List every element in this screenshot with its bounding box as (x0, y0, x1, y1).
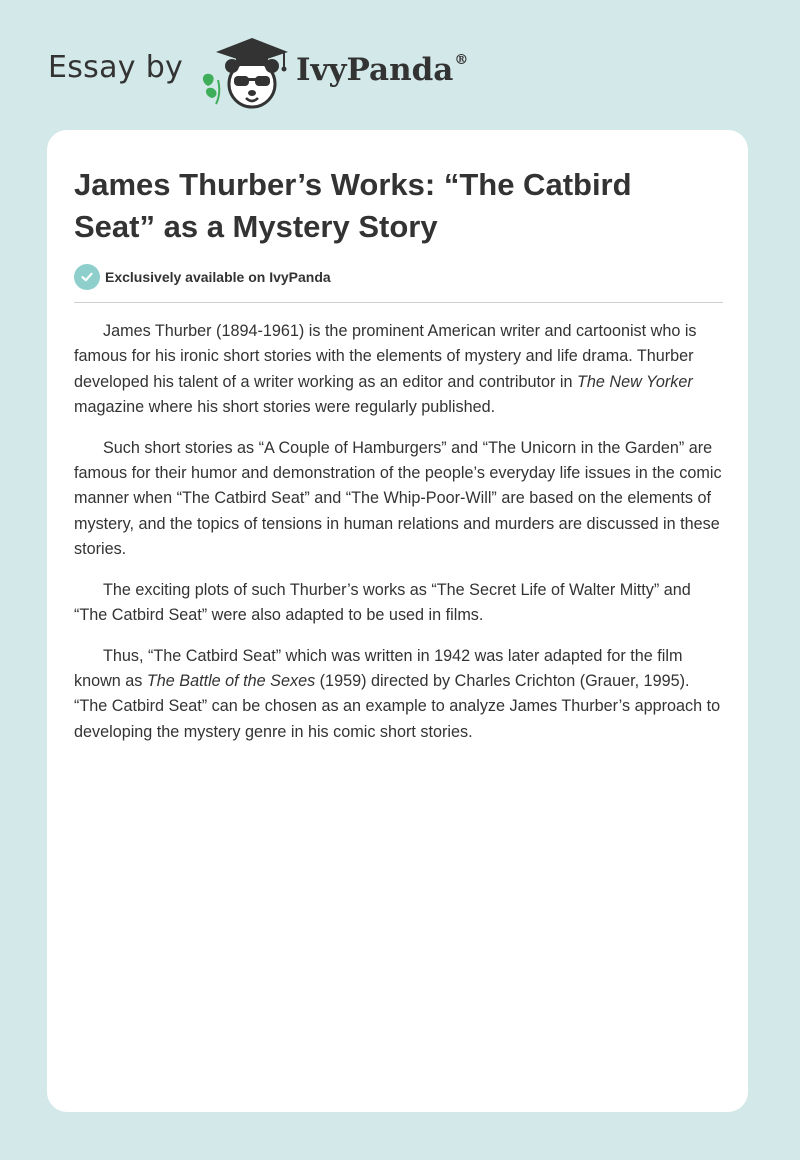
brand-name[interactable]: IvyPanda® (296, 52, 469, 88)
divider (74, 302, 723, 303)
paragraph: Such short stories as “A Couple of Hamburgers” and “The Unicorn in the Garden” are famous for their humor and demonstration of the people’s everyday life issues in the comic manner when “The Catbird Seat” and “The Whip-Poor-Will” are based on the elements of mystery, and the topics of tensions in human relations and murders are discussed in these stories. (74, 438, 722, 558)
check-icon (74, 264, 100, 290)
essay-body (74, 319, 724, 760)
essay-title: James Thurber’s Works: “The Catbird Seat” as a Mystery Story (74, 167, 632, 244)
essay-card (47, 130, 748, 1112)
registered-mark: ® (454, 52, 469, 68)
paragraph: The exciting plots of such Thurber’s works as “The Secret Life of Walter Mitty” and “The Catbird Seat” were also adapted to be used in films. (74, 580, 691, 624)
site-header (0, 0, 800, 130)
paragraph: James Thurber (1894-1961) is the prominent American writer and cartoonist who is famous for his ironic short stories with the elements of mystery and life drama. Thurber developed his talent of a writer working as an editor and contributor in The New Yorker magazine where his short stories were regularly published. (74, 322, 697, 416)
panda-graduate-icon (198, 34, 294, 110)
paragraph: Thus, “The Catbird Seat” which was written in 1942 was later adapted for the film known as The Battle of the Sexes (1959) directed by Charles Crichton (Grauer, 1995). “The Catbird Seat” can be chosen as an example to analyze James Thurber’s approach to developing the mystery genre in his comic short stories. (74, 646, 721, 741)
exclusive-badge (74, 264, 331, 290)
essay-by-label: Essay by (48, 50, 184, 85)
exclusive-badge-label: Exclusively available on IvyPanda (105, 269, 331, 285)
